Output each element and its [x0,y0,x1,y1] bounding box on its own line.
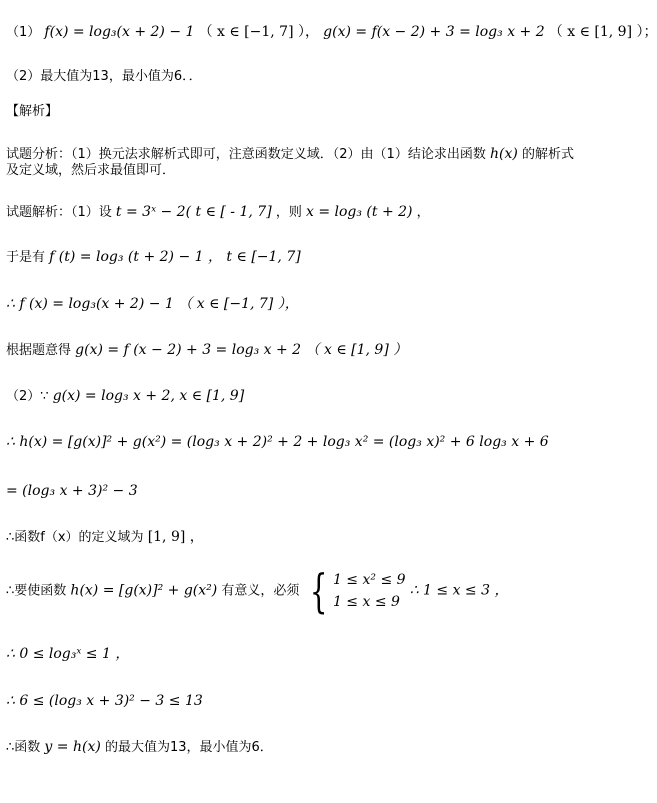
step-4-formula: g(x) = f (x − 2) + 3 = log₃ x + 2 （ x ∈ [1, 9] ） [75,342,408,358]
step-9-mid: 有意义，必须 [221,583,300,599]
system-line-1: 1 ≤ x² ≤ 9 [332,572,406,588]
hint-line-2: 及定义域，然后求最值即可． [6,163,176,178]
hint-hx: h(x) [489,146,518,162]
step-2-prefix: 于是有 [6,250,46,265]
solution-step-1 [6,203,430,222]
step-1-mid: ，则 [275,205,302,220]
answer-part1-label: （1） [6,25,41,40]
step-12-conclusion: 的最大值为13，最小值为6． [104,740,273,755]
step-5-formula: g(x) = log₃ x + 2, x ∈ [1, 9] [52,388,245,404]
solution-step-12 [6,738,273,757]
hint-text-end: 的解析式 [521,147,574,162]
step-8-domain: [1, 9] ， [147,529,204,545]
step-3-formula: f (x) = log₃(x + 2) − 1 （ x ∈ [−1, 7] ）， [19,296,299,312]
step-9-prefix: ∴要使函数 [6,583,67,599]
solution-step-11: ∴ 6 ≤ (log₃ x + 3)² − 3 ≤ 13 [6,693,203,709]
system-lines [333,569,406,613]
step-1-prefix: 试题解析：（1）设 [6,205,112,220]
solution-step-3 [6,295,299,313]
step-9-result: ∴ 1 ≤ x ≤ 3 ， [409,582,509,599]
solution-step-7: = (log₃ x + 3)² − 3 [6,483,138,499]
step-8-text: ∴函数f（x）的定义域为 [6,530,144,545]
solution-step-5 [6,387,244,406]
inequality-system [304,564,406,618]
step-1-inverse: x = log₃ (t + 2) [305,204,413,220]
answer-f-formula: f(x) = log₃(x + 2) − 1 [44,24,195,40]
step-5-prefix: （2）∵ [6,389,49,404]
solution-step-8 [6,528,204,547]
answer-g-domain: （ x ∈ [1, 9] ）； [548,24,657,40]
answer-g-formula: g(x) = f(x − 2) + 3 = log₃ x + 2 [323,24,545,40]
step-12-function: y = h(x) [44,739,101,755]
step-12-prefix: ∴函数 [6,740,41,755]
solution-step-2 [6,248,301,267]
solution-step-6: ∴ h(x) = [g(x)]² + g(x²) = (log₃ x + 2)² + 2 + log₃ x² = (log₃ x)² + 6 log₃ x + 6 [6,434,549,450]
solution-step-10: ∴ 0 ≤ log₃ˣ ≤ 1 ， [6,646,130,662]
step-9-hx: h(x) = [g(x)]² + g(x²) [70,582,218,599]
therefore-symbol: ∴ [6,296,15,312]
answer-f-domain: （ x ∈ [−1, 7] ）， [198,24,320,40]
answer-part2: （2）最大值为13，最小值为6．． [6,69,202,84]
system-line-2: 1 ≤ x ≤ 9 [332,594,400,610]
step-2-formula: f (t) = log₃ (t + 2) − 1 ， t ∈ [−1, 7] [49,249,301,265]
solution-step-4 [6,341,407,360]
step-4-prefix: 根据题意得 [6,343,72,358]
left-brace-icon: { [309,564,327,618]
step-1-substitution: t = 3ˣ − 2( t ∈ [ - 1, 7] [115,204,272,220]
hint-text: 试题分析：（1）换元法求解析式即可，注意函数定义域．（2）由（1）结论求出函数 [6,147,486,162]
solution-step-9 [6,564,509,618]
answer-part1 [6,23,657,42]
analysis-heading: 【解析】 [6,104,59,119]
step-1-end: ， [416,205,430,220]
